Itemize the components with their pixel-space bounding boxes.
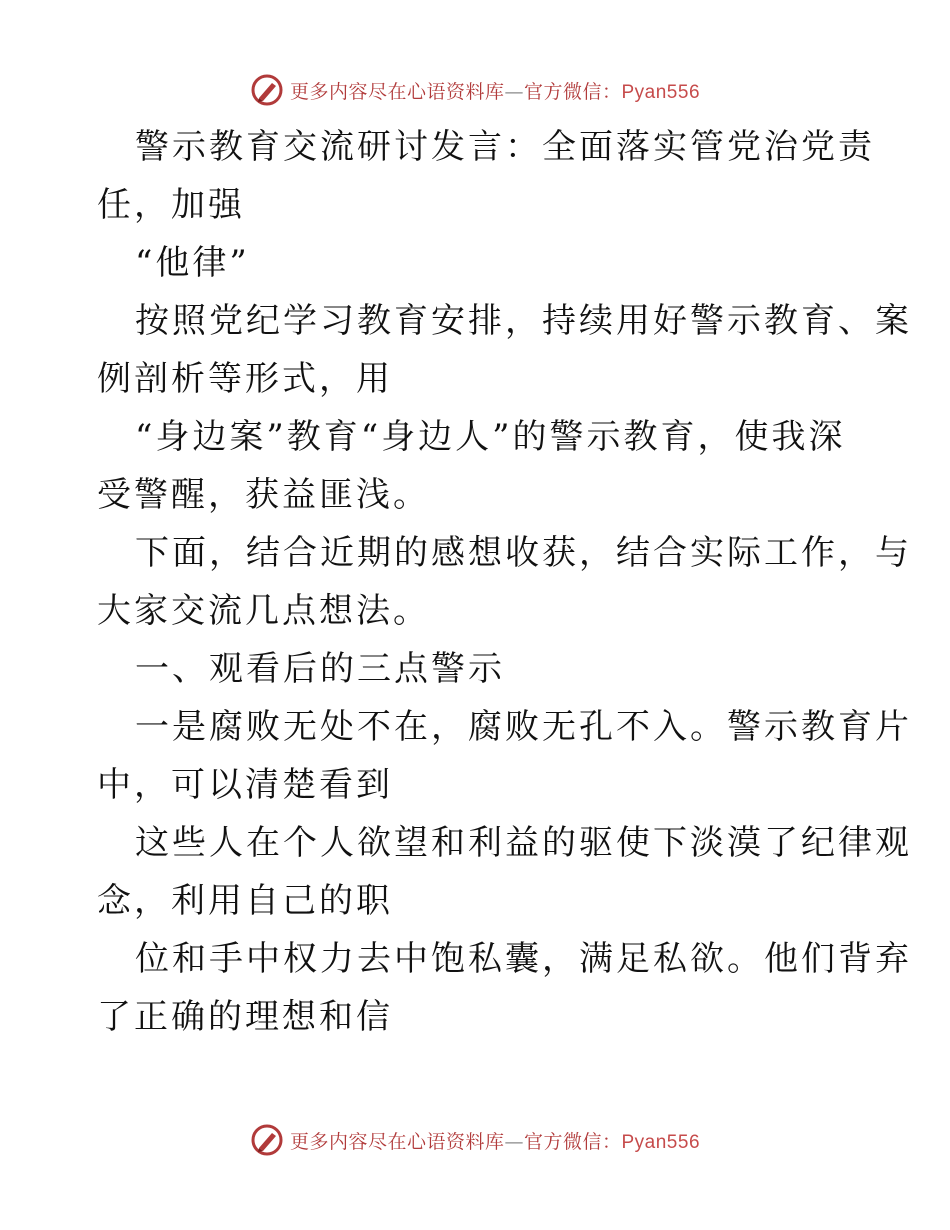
watermark-text bbox=[290, 1127, 700, 1154]
watermark-main: 更多内容尽在心语资料库 bbox=[289, 1130, 505, 1153]
title-line-1: 警示教育交流研讨发言：全面落实管党治党责 bbox=[135, 127, 875, 167]
watermark-dash: — bbox=[504, 1130, 524, 1153]
paragraph-line: 按照党纪学习教育安排，持续用好警示教育、案 bbox=[135, 301, 912, 341]
section-heading: 一、观看后的三点警示 bbox=[135, 649, 505, 689]
paragraph-line: 大家交流几点想法。 bbox=[97, 591, 430, 631]
document-body bbox=[97, 118, 912, 1046]
watermark-id: Pyan556 bbox=[621, 81, 701, 103]
watermark-official: 官方微信： bbox=[523, 80, 622, 103]
title-line-2: 任，加强 bbox=[97, 185, 245, 225]
paragraph-line: 中，可以清楚看到 bbox=[97, 765, 393, 805]
watermark-id: Pyan556 bbox=[621, 1131, 701, 1153]
header-watermark bbox=[0, 70, 950, 110]
paragraph-line: 下面，结合近期的感想收获，结合实际工作，与 bbox=[135, 533, 912, 573]
paragraph-line: 了正确的理想和信 bbox=[97, 997, 393, 1037]
watermark-dash: — bbox=[504, 80, 524, 103]
paragraph-line: 例剖析等形式，用 bbox=[97, 359, 393, 399]
title-line-3: “他律” bbox=[135, 243, 250, 283]
paragraph-line: 一是腐败无处不在，腐败无孔不入。警示教育片 bbox=[135, 707, 912, 747]
paragraph-line: 受警醒，获益匪浅。 bbox=[97, 475, 430, 515]
watermark-main: 更多内容尽在心语资料库 bbox=[289, 80, 505, 103]
paragraph-line: 位和手中权力去中饱私囊，满足私欲。他们背弃 bbox=[135, 939, 912, 979]
footer-watermark bbox=[0, 1120, 950, 1160]
paragraph-line: 念，利用自己的职 bbox=[97, 881, 393, 921]
watermark-text bbox=[290, 77, 700, 104]
paragraph-line: “身边案”教育“身边人”的警示教育，使我深 bbox=[135, 417, 846, 457]
watermark-official: 官方微信： bbox=[523, 1130, 622, 1153]
pen-circle-icon bbox=[250, 1123, 284, 1157]
pen-circle-icon bbox=[250, 73, 284, 107]
paragraph-line: 这些人在个人欲望和利益的驱使下淡漠了纪律观 bbox=[135, 823, 912, 863]
